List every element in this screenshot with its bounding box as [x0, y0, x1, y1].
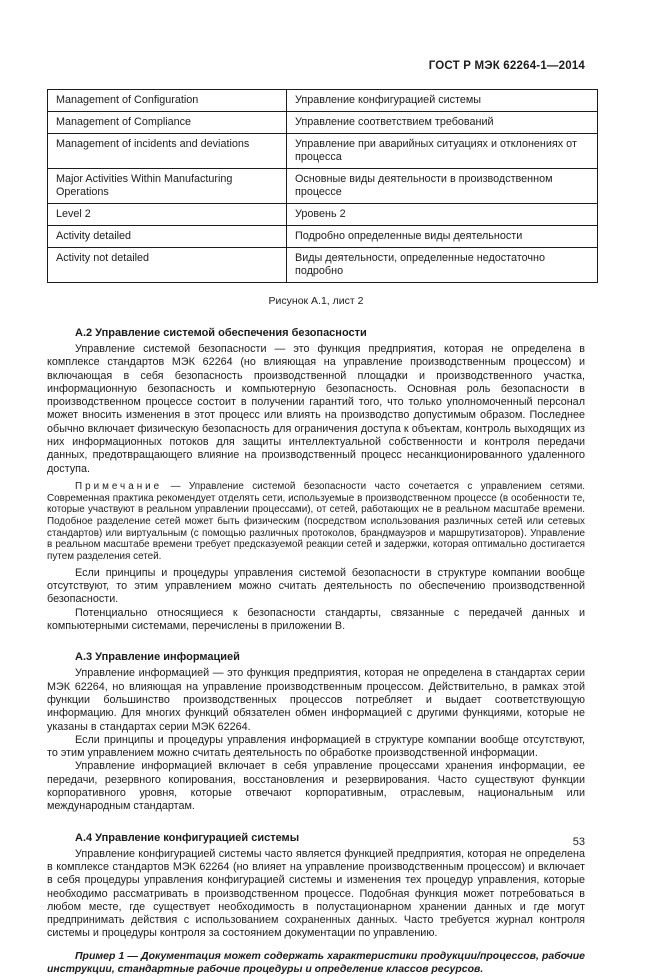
- table-cell-ru: Подробно определенные виды деятельности: [287, 226, 598, 248]
- section-heading-a2: А.2 Управление системой обеспечения безопасности: [75, 327, 367, 339]
- table-cell-en: Major Activities Within Manufacturing Operations: [48, 169, 287, 204]
- table-cell-ru: Управление при аварийных ситуациях и отклонениях от процесса: [287, 134, 598, 169]
- table-cell-en: Level 2: [48, 204, 287, 226]
- section-heading-a3: А.3 Управление информацией: [75, 651, 240, 664]
- table-cell-en: Management of incidents and deviations: [48, 134, 287, 169]
- table-cell-en: Management of Compliance: [48, 112, 287, 134]
- paragraph: Если принципы и процедуры управления информацией в структуре компании вообще отсутствуют, то этим управлением можно считать деятельность по обработке производственной информации.: [47, 733, 585, 760]
- paragraph: Управление конфигурацией системы часто является функцией предприятия, которая не определена в комплексе стандартов МЭК 62264 (но влияет на управление производственным процессом) и включает в себя процедуры управления конфигурацией системы и изменения тех процедур управления, которые необходимо рассматривать в производственном процессе. Подобная функция может потребоваться в любом месте, где существует необходимость в полустационарном хранении данных и где могут предпринимать действия с использованием сохраненных данных. Часто требуется журнал контроля системы и процедуры контроля за состоянием документации по управлению.: [47, 847, 585, 940]
- table-cell-en: Activity not detailed: [48, 248, 287, 283]
- figure-caption: Рисунок А.1, лист 2: [268, 295, 364, 307]
- paragraph: Потенциально относящиеся к безопасности стандарты, связанные с передачей данных и компьютерными системами, перечислены в приложении В.: [47, 606, 585, 633]
- paragraph: Управление информацией включает в себя управление процессами хранения информации, ее передачи, резервного копирования, восстановления и резервирования. Часто существуют функции корпоративного уровня, которые отвечают корпоративным, отраслевым, национальным или международным стандартам.: [47, 760, 585, 813]
- table-row: [48, 169, 598, 204]
- table-row: [48, 134, 598, 169]
- table-row: [48, 90, 598, 112]
- table-row: [48, 226, 598, 248]
- table-cell-ru: Управление соответствием требований: [287, 112, 598, 134]
- table-row: [48, 112, 598, 134]
- page-number: 53: [572, 836, 585, 848]
- paragraph: Управление системой безопасности — это функция предприятия, которая не определена в комплексе стандартов МЭК 62264 (но влияющая на управление производственным процессом) и включающая в себя безопасность производственной площадки и производственного участка, информационную безопасность и компьютерную безопасность. Основная роль безопасности в производственном процессе состоит в получении гарантий того, что только уполномоченный персонал может вносить изменения в этот процесс или влиять на производство допустимым образом. Последнее обычно включает физическую безопасность для ограничения доступа к объектам, контроль выходящих из них информационных потоков для защиты интеллектуальной собственности и контроля передачи данных, предотвращающего влияние на производственный процесс несанкционированного удаленного доступа.: [47, 343, 585, 475]
- note-paragraph: [47, 481, 585, 563]
- example-paragraph: Пример 1 — Документация может содержать характеристики продукции/процессов, рабочие инструкции, стандартные рабочие процедуры и определение классов ресурсов.: [47, 949, 585, 976]
- table-row: [48, 248, 598, 283]
- table-cell-ru: Виды деятельности, определенные недостаточно подробно: [287, 248, 598, 283]
- table-cell-en: Management of Configuration: [48, 90, 287, 112]
- page-content: [47, 0, 585, 977]
- document-header-title: ГОСТ Р МЭК 62264-1—2014: [428, 60, 585, 72]
- table-cell-ru: Управление конфигурацией системы: [287, 90, 598, 112]
- table-row: [48, 204, 598, 226]
- note-label: Примечание: [75, 480, 163, 492]
- paragraph: Управление информацией — это функция предприятия, которая не определена в стандартах серии МЭК 62264, но влияющая на управление производственным процессом. Действительно, в рамках этой функции большинство производственных процессов потребляет и выдает соответствующую информацию. Для многих функций обязателен обмен информацией с другими функциями, которые не указаны в стандартах серии МЭК 62264.: [47, 667, 585, 733]
- note-text: — Управление системой безопасности часто сочетается с управлением сетями. Современная практика рекомендует отделять сети, используемые в производственном процессе (в особенности те, которые участвуют в реальном управлении процессами), от сетей, работающих не в реальном масштабе времени. Подобное разделение сетей может быть физическим (посредством использования различных сетей или сетевых стандартов) или виртуальным (с помощью различных протоколов, брандмауэров и маршрутизаторов). Управление в реальном масштабе времени требует предсказуемой реакции сетей и задержки, которая оптимально достигается путем разделения сетей.: [47, 480, 585, 563]
- section-heading-a4: А.4 Управление конфигурацией системы: [75, 831, 300, 844]
- table-cell-ru: Уровень 2: [287, 204, 598, 226]
- figure-legend-table: [47, 89, 598, 283]
- table-cell-en: Activity detailed: [48, 226, 287, 248]
- paragraph: Если принципы и процедуры управления системой безопасности в структуре компании вообще отсутствуют, то этим управлением можно считать деятельность по обеспечению производственной безопасности.: [47, 566, 585, 606]
- table-cell-ru: Основные виды деятельности в производственном процессе: [287, 169, 598, 204]
